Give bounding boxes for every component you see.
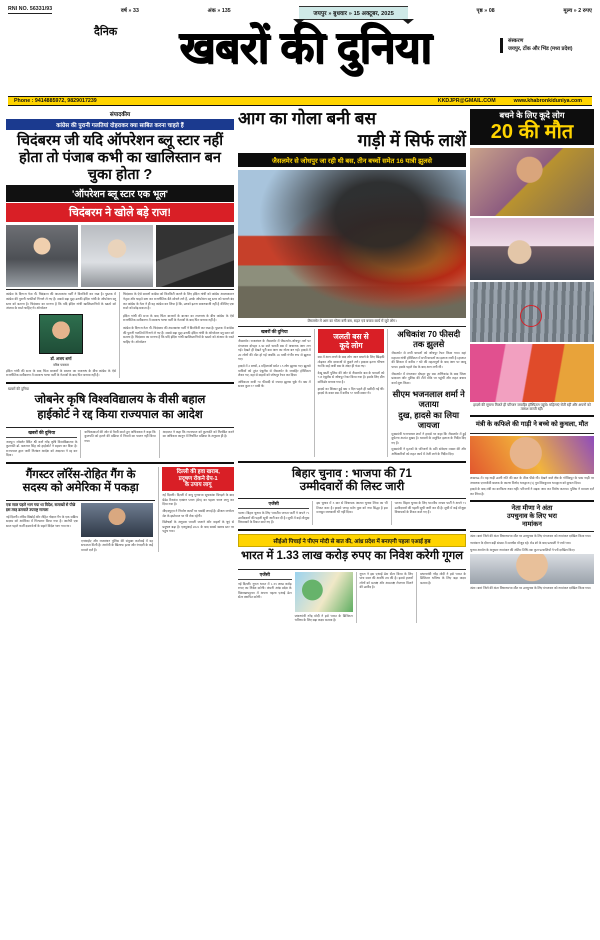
photo-chidambaram <box>6 225 78 287</box>
death-toll-count: 20 की मौत <box>490 120 574 143</box>
contact-email[interactable]: KKDJPR@GMAIL.COM <box>437 98 496 104</box>
dateline: जयपुर » बुधवार » 15 अक्टूबर, 2025 <box>299 6 408 20</box>
lead-story-section <box>238 109 466 623</box>
author-name: डॉ. अजय शर्मा <box>50 355 72 361</box>
google-kicker: सीईओ पिचाई ने पीएम मोदी से बात की, आंध्र प्रदेश में बनाएगी पहला एआई हब <box>238 534 466 547</box>
photo-google <box>295 572 353 612</box>
photo-bus-wreck <box>470 282 594 342</box>
neta-headline-line3: नामांकन <box>522 521 542 529</box>
cm-headline-line2: दुख, हादसे का लिया जायजा <box>398 409 460 430</box>
editorial-paragraph: कांग्रेस के दिग्गज नेता पी. चिदंबरम की आत्मकथा पार्टी ने किरकिरी कर रखा है। पुस्तक में कांग्रेस की पुरानी गलतियों गिनाने ले गए हैं। सबसे बड़ा मुद्दा उनकी इंदिरा गांधी के ऑपरेशन ब्लू स्टार को बताना है। चिदंबरम का मानना है कि यदि इंदिरा गांधी खालिस्तानियों के खात्मे को अंजाम के रास्ते चाहिए थे। ऑपरेशन <box>6 292 117 311</box>
delhi-headline-line1: दिल्ली की हवा खराब, <box>176 469 220 476</box>
neta-paragraph: नामांकन के दौरान बड़ी संख्या में समर्थक मौजूद रहे। रोड शो के बाद प्रत्याशी ने पर्चा भरा। <box>470 540 572 545</box>
lead-byline: खबरों की दुनिया <box>238 329 311 337</box>
google-body <box>238 572 466 623</box>
lead-strip: जैसलमेर से जोधपुर जा रही थी बस, तीन बच्चों समेत 16 यात्री झुलसे <box>238 153 466 167</box>
bihar-headline-line1: बिहार चुनाव : भाजपा की 71 <box>292 467 412 480</box>
lead-body-row <box>238 329 466 457</box>
delhi-paragraph: नई दिल्ली। दिल्ली में वायु गुणवत्ता सूचकांक बिगड़ने के बाद ग्रेडेड रिस्पांस एक्शन प्लान (ग्रेप) का पहला चरण लागू कर दिया गया है। <box>162 493 234 507</box>
delhi-paragraph: विशेषज्ञों के अनुसार पराली जलाने और वाहनों के धुएं से प्रदूषण बढ़ा है। एक्यूआई 2021 के बाद सबसे खराब स्तर पर पहुंच गया। <box>162 520 234 534</box>
google-paragraph: प्रधानमंत्री नरेंद्र मोदी ने इसे भारत के डिजिटल भविष्य के लिए बड़ा कदम बताया है। <box>420 571 466 585</box>
neta-headline <box>470 505 594 530</box>
gang-story <box>6 467 155 552</box>
burn-paragraph: जैसलमेर में मंगलवार दोपहर हुए बस अग्निकांड के बाद जिला प्रशासन और पुलिस की टीमें मौके पर पहुंचीं और राहत बचाव कार्य शुरू किया। <box>391 371 467 385</box>
editorial-paragraph: इंदिरा गांधी की सत्ता के बाद चिंता बाजारों के बाजार का राजनाथ के बीच कांग्रेस के ऐसे राजनीतिक समीकरण में सामान्य भाषा पार्टी के नेताओं के बाद फिर बनाया नहीं है। <box>6 368 117 378</box>
redbox-title <box>318 329 385 353</box>
delhi-story <box>162 467 234 552</box>
bihar-paragraph: इस चुनाव में 3 बार से विधायक आलम चुनाव लिया का भी टिकट कटा है। हादसे जगह वर्तन युवा को नया सिद्धा है इस मजबूत जानकारी भी नहीं दिया। <box>316 501 388 515</box>
editorial-paragraph: कांग्रेस के दिग्गज नेता पी. चिदंबरम की आत्मकथा पार्टी ने किरकिरी कर रखा है। पुस्तक में कांग्रेस की पुरानी गलतियों गिनाने ले गए हैं। सबसे बड़ा मुद्दा उनकी इंदिरा गांधी के ऑपरेशन ब्लू स्टार को बताना है। चिदंबरम का मानना है कि यदि इंदिरा गांधी खालिस्तानियों के खात्मे को अंजाम के रास्ते चाहिए थे। ऑपरेशन <box>123 326 234 344</box>
vc-headline-line1: जोबनेर कृषि विश्वविद्यालय के वीसी बहाल <box>34 394 206 406</box>
redbox-line2: कूदे लोग <box>339 341 363 351</box>
masthead-prefix: दैनिक <box>94 26 118 38</box>
page-title: खबरों की दुनिया <box>179 23 431 72</box>
editorial-body <box>6 292 234 378</box>
editorial-photo-row <box>6 225 234 287</box>
delhi-headline <box>162 467 234 491</box>
google-byline: एजेंसी <box>238 572 292 580</box>
gang-delhi-row <box>6 467 234 552</box>
volume-number: वर्ष » 33 <box>120 8 140 14</box>
google-paragraph: गूगल ने इस एआई डेटा सेंटर किया के लिए पांच साल की अवधि तय की है। इससे हजारों लोगों को प्रत्यक्ष और अप्रत्यक्ष रोजगार मिलने की उम्मीद है। <box>359 571 414 590</box>
contact-website[interactable]: www.khabronkiduniya.com <box>513 98 582 104</box>
edition-label: संस्करण <box>508 38 524 44</box>
editorial-kicker: कांग्रेस की पुरानी गलतियां दोहराकर क्या साबित करना चाहते हैं <box>6 119 234 130</box>
gang-paragraph: एनआईए और राजस्थान पुलिस की संयुक्त कार्रवाई में यह सफलता मिली है। आरोपी के खिलाफ हत्या और रंगदारी के कई मामले दर्ज हैं। <box>81 538 153 552</box>
right-column <box>470 109 594 623</box>
neta-paragraph: अंता। बारां जिले की अंता विधानसभा सीट पर उपचुनाव के लिए मंगलवार को नामांकन दाखिल किया गया। <box>470 586 592 591</box>
redbox-line1: जलती बस से <box>333 332 369 342</box>
gang-headline-line1: गैंगस्टर लॉरेंस-रोहित गैंग के <box>25 469 136 482</box>
vc-headline-line2: हाईकोर्ट ने रद्द किया राज्यपाल का आदेश <box>37 409 203 422</box>
lead-paragraph: अधिकतर यात्री 70 फीसदी से ज्यादा झुलस चुके थे। बस में सवार कुल 57 यात्री थे। <box>238 379 311 389</box>
photo-minister-convoy <box>470 436 594 474</box>
google-paragraph: प्रधानमंत्री नरेंद्र मोदी ने इसे भारत के डिजिटल भविष्य के लिए बड़ा कदम बताया है। <box>294 613 353 623</box>
cm-paragraph: मुख्यमंत्री भजनलाल शर्मा ने हादसे पर कहा कि जैसलमेर में हुई दुर्घटना अत्यंत दुखद है। घायलों के समुचित इलाज के निर्देश दिए गए हैं। <box>391 431 467 445</box>
bihar-paragraph: पटना। बिहार चुनाव के लिए भारतीय जनता पार्टी ने अपने 71 उम्मीदवारों की पहली सूची जारी कर दी है। सूची में कई मौजूदा विधायकों के टिकट काटे गए हैं। <box>238 511 310 525</box>
price: मूल्य » 2 रुपए <box>563 8 592 14</box>
neta-paragraph: चुनाव आयोग के अनुसार नामांकन की अंतिम तिथि तक कुल प्रत्याशियों ने पर्चे दाखिल किए। <box>470 547 575 552</box>
photo-relatives-crying <box>470 344 594 402</box>
content-grid <box>6 109 594 623</box>
lead-headline-row <box>238 109 466 150</box>
bihar-headline-line2: उम्मीदवारों की लिस्ट जारी <box>299 480 405 493</box>
gang-sub: एक साल पहले भाग गया था विदेश, सलाखों से पीछे इस तरह डलवाते उपराष्ट्र मामला <box>6 502 76 512</box>
photo-victim-stretcher <box>470 218 594 280</box>
vc-paragraph: याचिकाकर्ता की ओर से पैरवी करते हुए अधिवक्ता ने कहा कि कुलपति को हटाने की प्रक्रिया में नियमों का पालन नहीं किया गया। <box>84 429 156 443</box>
right-photo-caption: हादसे की सूचना मिलते ही परिजन जवाहिर हॉस्पिटल पहुंचे। महिलाएं रोती रहीं और अपनों को तलाश करती रहीं। <box>473 402 591 412</box>
vc-eyebrow-left: खबरों की दुनिया <box>8 387 29 391</box>
minister-paragraph: लखनऊ में। यह गाड़ी उतनी गति की बात के ठीक पीछे थी। देखने वाले क्षेत्र के गोविंदपुर के पास गाड़ी पर अचानक एमरजेंसी बालक के कारण विनोद भारद्वाज (5) पुत्र शिवकुमार भारद्वाज को कुचल दिया। <box>470 476 594 485</box>
lead-photo-caption: जैसलमेर में आग का गोला बनी बस, राहत एवं बचाव कार्य में जुटे लोग। <box>307 319 397 324</box>
editorial-paragraph: इंदिरा गांधी की सत्ता के बाद चिंता बाजारों के बाजार का राजनाथ के बीच कांग्रेस के ऐसे राजनीतिक समीकरण में सामान्य भाषा पार्टी के नेताओं के बाद फिर बनाया नहीं है। <box>123 313 234 323</box>
photo-neta <box>470 554 594 584</box>
gang-paragraph: नई दिल्ली। लॉरेंस बिश्नोई और रोहित गोदारा गैंग के एक सक्रिय सदस्य को अमेरिका में गिरफ्तार किया गया है। आरोपी एक साल पहले फर्जी दस्तावेजों के सहारे विदेश भाग गया था। <box>6 514 78 528</box>
lead-headline-line1: आग का गोला बनी बस <box>238 109 376 128</box>
cm-headline-line1: सीएम भजनलाल शर्मा ने जताया <box>392 389 465 410</box>
photo-operation-blue-star <box>156 225 234 287</box>
cm-paragraph: मुख्यमंत्री ने मृतकों के परिजनों के प्रति संवेदना व्यक्त की और अधिकारियों को राहत कार्य में तेजी लाने के निर्देश दिए। <box>391 447 467 457</box>
rni-number: RNI NO. 56331/93 <box>8 6 53 12</box>
google-paragraph: नई दिल्ली। गूगल भारत में 1.33 लाख करोड़ रुपए का निवेश करेगी। कंपनी आंध्र प्रदेश के विशाखापट्टनम में अपना पहला एआई डेटा सेंटर स्थापित करेगी। <box>238 581 292 600</box>
lead-paragraph: हादसे में 2 बच्चों, 4 महिलाओं समेत 15 लोग झुलस गए। झुलसे यात्रियों को तुरंत एंबुलेंस से जैसलमेर के जवाहिर हॉस्पिटल लेकर गए, वहां से कइयों को जोधपुर रेफर कर दिया। <box>238 364 311 378</box>
death-toll-box <box>470 109 594 145</box>
neta-headline-line2: उपचुनाव के लिए भरा <box>506 512 557 520</box>
photo-gangster <box>81 503 153 537</box>
photo-burning-bus <box>238 170 466 318</box>
author-designation: वरिष्ठ पत्रकार <box>53 362 69 367</box>
redbox-paragraph: हादसे का शिकार हुई बस 3 दिन पहले ही खरीदी गई थी। हादसे के वक्त बस में करीब 57 यात्री सवार थे। <box>317 386 385 396</box>
minister-paragraph: हादसे के बाद मंत्री का काफिला रुका नहीं। परिजनों ने सड़क जाम कर विरोध जताया। पुलिस ने मामला दर्ज कर लिया है। <box>470 487 594 497</box>
vc-paragraph: जयपुर। जोबनेर स्थित श्री कर्ण नरेंद्र कृषि विश्वविद्यालय के कुलपति डॉ. बलराज सिंह को हाईकोर्ट ने बहाल कर दिया है। राज्यपाल द्वारा जारी निलंबन आदेश को अदालत ने रद्द कर दिया। <box>6 439 78 458</box>
redbox-paragraph: बस में आग लगने के बाद लोग जान बचाने के लिए खिड़की तोड़कर और दरवाजों से कूदने लगे। हादसा इतना भीषण था कि कई यात्री बस के अंदर ही फंस गए। <box>317 355 385 369</box>
masthead <box>6 22 594 94</box>
neta-paragraph: अंता। बारां जिले की अंता विधानसभा सीट पर उपचुनाव के लिए मंगलवार को नामांकन दाखिल किया गया। <box>470 534 592 539</box>
editorial-red-bar: चिदंबरम ने खोले बड़े राज! <box>6 203 234 222</box>
page-count: पृष्ठ » 08 <box>476 8 495 14</box>
top-info-strip <box>6 0 594 22</box>
delhi-headline-line3: के उपाय लागू <box>184 482 212 489</box>
burn-headline: अधिकांश 70 फीसदी तक झुलसे <box>397 329 461 350</box>
editorial-black-bar: 'ऑपरेशन ब्लू स्टार एक भूल' <box>6 185 234 202</box>
death-toll-kicker: बचने के लिए कूदे लोग <box>499 111 565 120</box>
delhi-paragraph: सीएक्यूएम ने निर्माण कार्यों पर पाबंदी लगाई है। डीजल जनरेटर सेट के इस्तेमाल पर भी रोक रहेगी। <box>162 508 234 518</box>
photo-indira-gandhi <box>81 225 153 287</box>
editorial-label: संपादकीय <box>109 112 131 118</box>
delhi-headline-line2: प्रदूषण रोकने ग्रेप-1 <box>178 475 218 482</box>
google-headline: भारत में 1.33 लाख करोड़ रुपए का निवेश करेगी गूगल <box>240 550 464 563</box>
contact-bar <box>8 96 592 106</box>
bihar-byline: एजेंसी <box>238 501 309 509</box>
vc-paragraph: अदालत ने कहा कि राज्यपाल को कुलपति को निलंबित करने का अधिकार कानून में निर्धारित प्रक्रिया के अनुसार ही है। <box>162 429 235 439</box>
gang-headline-line2: सदस्य को अमेरिका में पकड़ा <box>22 482 139 495</box>
photo-author <box>39 314 83 354</box>
vc-byline: खबरों की दुनिया <box>6 430 77 438</box>
edition-info <box>500 38 592 53</box>
contact-phone: Phone : 9414885972, 9829017239 <box>14 98 97 104</box>
minister-headline: मंत्री के कफिले की गाड़ी ने बच्चे को कुचला, मौत <box>475 421 589 429</box>
bihar-body <box>238 501 466 525</box>
editorial-section <box>6 109 234 623</box>
photo-victim-rescue <box>470 148 594 216</box>
bihar-paragraph: पटना। बिहार चुनाव के लिए भारतीय जनता पार्टी ने अपने 71 उम्मीदवारों की पहली सूची जारी कर दी है। सूची में कई मौजूदा विधायकों के टिकट काटे गए हैं। <box>394 501 467 515</box>
editorial-paragraph: चिदंबरम के ऐसे बयानों कांग्रेस को किरकिरी कराने के लिए इंदिरा गांधी को कांग्रेस आलाकमान नेतृत्व और चाहते बना कर राजनीतिक बैठे सोचने लगे हैं, उनके ऑपरेशन ब्लू स्टार को चलाने बंद कर कांग्रेस के नेता ने ही यह कांग्रेस कर लिया है कि, उनको इतना बयानबाजी नहीं है कीजिए एक रास्ते को छोड़ सकता है। <box>123 292 234 311</box>
vc-body <box>6 430 234 458</box>
editorial-headline: चिदंबरम जी यदि ऑपरेशन ब्लू स्टार नहीं होता तो पंजाब कभी का खालिस्तान बन चुका होता ? <box>16 133 223 183</box>
highlight-circle-icon <box>520 305 542 327</box>
issue-number: अंक » 135 <box>207 8 231 14</box>
lead-paragraph: जैसलमेर। राजस्थान के जैसलमेर में जैसलमेर-जोधपुर मार्ग पर मंगलवार दोपहर 3.30 बजे चलती बस में अचानक आग लग गई। देखते ही देखते पूरी बस आग का गोला बन गई। हादसे में 20 लोगों की मौत हो गई जबकि 16 यात्री गंभीर रूप से झुलस गए। <box>238 339 311 362</box>
lead-headline-line2: गाड़ी में सिर्फ लाशें <box>357 130 466 150</box>
neta-headline-line1: नेता मीणा ने अंता <box>511 504 553 512</box>
burn-paragraph: जैसलमेर से सभी घायलों को जोधपुर रेफर किया गया। यहां महात्मा गांधी हॉस्पिटल में सभी घायलों का इलाज जारी है। हालात की शिकार में करीब 7 घंटे की महत्वपूर्ण के बाद आग पर काबू पाया। इसके पहले मेस के बाद आग लगी थी। <box>391 351 467 369</box>
edition-cities: जयपुर, टोंक और भिंड (मध्य प्रदेश) <box>508 45 573 52</box>
redbox-paragraph: देखू बस्ती पुलिस की ओर से जैसलमेर बस के घायलों को 7-8 एंबुलेंस से जोधपुर रेफर किया गया है। इसके लिए ग्रीन कॉरिडोर बनाया गया है। <box>317 370 385 384</box>
